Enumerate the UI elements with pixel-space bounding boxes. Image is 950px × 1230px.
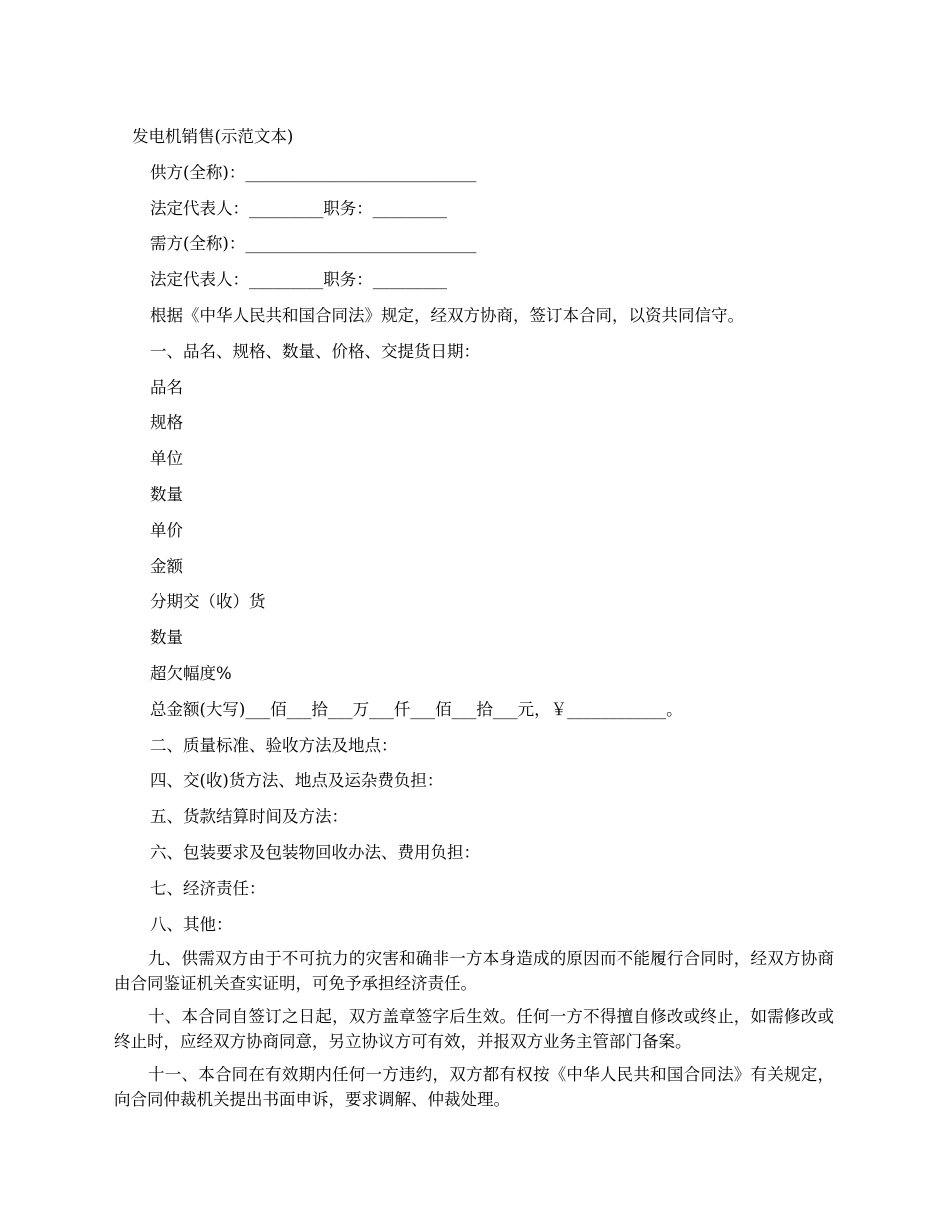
clause-9-paragraph: 九、供需双方由于不可抗力的灾害和确非一方本身造成的原因而不能履行合同时，经双方协商由合同鉴证机关查实证明，可免予承担经济责任。: [114, 949, 834, 993]
clause-11-paragraph: 十一、本合同在有效期内任何一方违约，双方都有权按《中华人民共和国合同法》有关规定，向合同仲裁机关提出书面申诉，要求调解、仲裁处理。: [114, 1065, 834, 1109]
preamble-line: 根据《中华人民共和国合同法》规定，经双方协商，签订本合同，以资共同信守。: [150, 306, 744, 325]
clause-8-heading: 八、其他：: [150, 915, 233, 934]
buyer-representative-line: 法定代表人：_________职务：_________: [150, 270, 447, 289]
clause-2-heading: 二、质量标准、验收方法及地点：: [150, 736, 398, 755]
field-quantity: 数量: [150, 485, 183, 504]
supplier-name-line: 供方(全称)：____________________________: [150, 163, 477, 182]
clause-7-heading: 七、经济责任：: [150, 879, 266, 898]
buyer-name-line: 需方(全称)：____________________________: [150, 234, 477, 253]
field-installment-delivery: 分期交（收）货: [150, 592, 266, 611]
field-specification: 规格: [150, 413, 183, 432]
field-amount: 金额: [150, 557, 183, 576]
clause-5-heading: 五、货款结算时间及方法：: [150, 807, 348, 826]
field-unit-price: 单价: [150, 521, 183, 540]
clause-1-heading: 一、品名、规格、数量、价格、交提货日期：: [150, 342, 480, 361]
document-title: 发电机销售(示范文本): [132, 127, 294, 146]
field-installment-quantity: 数量: [150, 628, 183, 647]
total-amount-line: 总金额(大写)___佰___拾___万___仟___佰___拾___元，￥____________。: [150, 700, 683, 719]
clause-4-heading: 四、交(收)货方法、地点及运杂费负担：: [150, 771, 444, 790]
clause-10-paragraph: 十、本合同自签订之日起，双方盖章签字后生效。任何一方不得擅自修改或终止，如需修改或终止时，应经双方协商同意，另立协议方可有效，并报双方业务主管部门备案。: [114, 1007, 834, 1051]
field-product-name: 品名: [150, 378, 183, 397]
field-tolerance: 超欠幅度%: [150, 664, 232, 683]
clause-6-heading: 六、包装要求及包装物回收办法、费用负担：: [150, 843, 480, 862]
field-unit: 单位: [150, 449, 183, 468]
supplier-representative-line: 法定代表人：_________职务：_________: [150, 199, 447, 218]
